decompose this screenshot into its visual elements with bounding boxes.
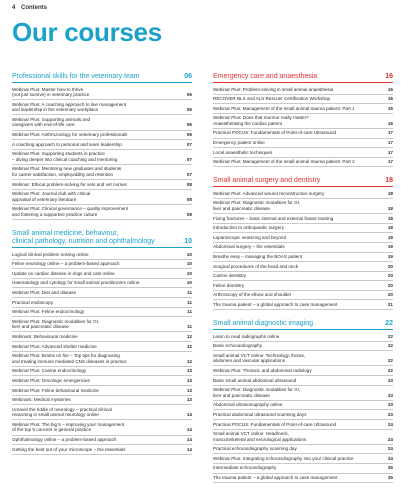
course-page-number: 06 [186,132,192,138]
course-page-number: 11 [187,289,192,295]
course-row[interactable] [213,129,393,139]
course-title: Webinar Plus: Management of the small animal trauma patient: Part 1 [213,105,355,111]
course-row[interactable] [12,165,192,180]
course-row[interactable] [213,189,393,199]
course-row[interactable] [213,224,393,234]
course-title: Webinar Plus: Feline endocrinology [12,309,85,315]
course-row[interactable] [213,410,393,420]
course-title: Emergency patient online [213,140,265,146]
section-title: Small animal diagnostic imaging [213,320,313,328]
course-section [213,73,393,167]
course-row[interactable] [12,352,192,367]
course-row[interactable] [213,253,393,263]
course-title: Fixing fractures – basic internal and external fixator training [213,215,334,221]
course-row[interactable] [213,158,393,168]
course-page-number: 24 [387,455,393,461]
course-title: Webinar Plus: Brains on fire – Top tips for diagnosing and treating immune mediated CNS diseases in practice [12,353,127,364]
course-row[interactable] [12,288,192,298]
course-title: Abdominal surgery – the essentials [213,244,285,250]
course-page-number: 06 [186,122,192,128]
course-title: Webinar Plus: Thoracic and abdominal radiology [213,367,312,373]
course-page-number: 24 [387,436,393,442]
course-title: Webinar Plus: Diagnostic modalities for GI, liver and pancreatic disease [12,318,100,330]
course-title: Introduction to orthopaedic surgery [213,225,284,231]
course-page-number: 20 [387,292,393,298]
course-page-number: 08 [186,212,192,217]
course-page-number: 06 [186,92,192,98]
course-page-number: 13 [186,377,192,383]
course-page-number: 16 [387,86,393,92]
course-title: Getting the best out of your microscope – the essentials [12,446,126,452]
course-title: Logical clinical problem solving online [12,251,89,257]
course-row[interactable] [213,139,393,149]
course-title: Practical endoscopy [12,299,54,305]
course-title: The trauma patient – a global approach to case management [213,475,338,481]
course-section [12,230,192,455]
course-page-number: 24 [387,446,393,452]
course-row[interactable] [12,317,192,332]
section-heading [213,177,393,187]
course-title: Laparoscopic neutering and beyond [213,234,287,240]
course-page-number: 22 [387,333,393,339]
course-page-number: 18 [387,190,393,196]
course-page-number: 13 [186,397,192,403]
course-row[interactable] [12,260,192,270]
course-title: Webinar Plus: Integrating echocardiography into your clinical practice [213,455,354,461]
course-page-number: 23 [387,411,393,417]
course-row[interactable] [213,272,393,282]
course-title: Small animal VCT online: Head/neck, musculoskeletal and neurological applications [213,431,307,442]
course-title: Intermediate echocardiography [213,465,277,471]
course-page-number: 11 [187,309,192,315]
course-page-number: 14 [186,412,192,418]
course-row[interactable] [213,474,393,484]
course-title: Basic echocardiography [213,343,263,349]
course-title: Surgical procedures of the head and neck [213,263,299,269]
course-title: A coaching approach to personal and team leadership [12,141,122,147]
course-row[interactable] [213,464,393,474]
course-page-number: 10 [186,261,192,267]
course-row[interactable] [12,298,192,308]
course-section [213,320,393,483]
course-title: Webinar Plus: Management of the small animal trauma patient: Part 2 [213,159,355,165]
course-row[interactable] [12,279,192,289]
course-page-number: 07 [186,141,192,147]
course-page-number: 08 [186,196,192,202]
course-page-number: 18 [387,215,393,221]
course-page-number: 17 [387,130,393,136]
course-row[interactable] [213,95,393,105]
course-title: Unravel the riddle of neurology – practical clinical reasoning in small animal neurology online [12,406,112,418]
course-row[interactable] [213,420,393,430]
page-title: Our courses [12,17,162,47]
course-page-number: 13 [186,387,192,393]
course-row[interactable] [213,376,393,386]
course-title: Webinar Plus: The big 5 – improving your management of the top 5 cancers in general practice [12,421,125,433]
course-title: Webinar Plus: Supporting animals and caregivers with end-of-life care [12,116,91,128]
course-page-number: 19 [387,254,393,259]
course-title: Small animal VCT online: Technology, thorax, abdomen and vascular applications [213,352,306,364]
course-page-number: 10 [186,280,192,286]
course-title: Webinar Plus: Anthrozoology for veterinary professionals [12,132,128,138]
course-page-number: 19 [387,244,393,250]
course-section [213,177,393,310]
section-title: Emergency care and anaesthesia [213,73,318,80]
course-page-number: 20 [387,282,393,288]
course-title: Webinar Plus: Journal club with critical appraisal of veterinary literature [12,191,91,202]
course-page-number: 17 [387,159,393,165]
section-page-number: 06 [184,73,192,80]
section-page-number: 10 [184,238,192,246]
page-header [12,5,47,11]
course-page-number: 25 [387,475,393,481]
course-row[interactable] [213,104,393,114]
course-page-number: 13 [186,368,192,374]
course-row[interactable] [213,332,393,342]
course-page-number: 12 [186,358,192,364]
course-title: Webinar Plus: Clinical governance – quality improvement and fostering a supportive practice culture [12,206,129,217]
course-title: Update on cardiac disease in dogs and cats online [12,270,115,276]
course-row[interactable] [213,281,393,291]
course-page-number: 23 [387,402,393,408]
course-title: Basic small animal abdominal ultrasound [213,377,297,383]
course-title: Webinar: Ethical problem-solving for vets and vet nurses [12,181,127,187]
course-title: Webinar Plus: Does that murmur really matter? Anaesthetising the cardiac patient [213,115,309,126]
section-heading [12,230,192,248]
course-row[interactable] [12,308,192,318]
course-row[interactable] [213,366,393,376]
course-row[interactable] [12,342,192,352]
header-section-label: Contents [21,5,48,11]
course-title: Webinar Plus: Feline behavioural medicine [12,387,99,393]
course-row[interactable] [213,300,393,310]
course-page-number: 17 [387,140,393,146]
course-page-number: 23 [387,377,393,383]
course-title: Webinar Plus: Diagnostic modalities for GI, liver and pancreatic disease [213,200,301,212]
course-page-number: 12 [186,343,192,349]
course-title: Practical POCUS: Fundamentals of Point-of-care Ultrasound [213,130,337,136]
course-page-number: 17 [387,149,393,155]
course-page-number: 14 [186,427,192,433]
section-page-number: 16 [385,73,393,80]
course-title: Local anaesthetic techniques [213,149,273,155]
course-page-number: 08 [186,181,192,187]
course-page-number: 23 [387,392,393,398]
course-page-number: 19 [387,234,393,240]
course-title: Breathe easy – managing the BOAS patient [213,254,303,259]
course-title: Practical POCUS: Fundamentals of Point-of-care Ultrasound [213,421,337,427]
course-title: Webinar Plus: Mentoring new graduates and students for career satisfaction, employability and retention [12,166,122,178]
course-page-number: 07 [186,172,192,178]
course-title: Webinar Plus: A coaching approach to line management and leadership in the veterinary workplace [12,101,127,113]
course-row[interactable] [12,140,192,150]
course-page-number: 18 [387,206,393,212]
course-page-number: 12 [186,333,192,339]
course-title: Abdominal ultrasonography online [213,402,283,408]
section-title: Small animal surgery and dentistry [213,177,321,185]
course-title: Webinar Plus: Problem-solving in small animal anaesthesia [213,86,334,92]
course-row[interactable] [12,131,192,141]
course-title: Webinar Plus: Oncologic emergencies [12,377,90,383]
course-page-number: 22 [387,367,393,373]
course-row[interactable] [213,199,393,214]
course-row[interactable] [12,420,192,435]
course-title: Feline dentistry [213,282,245,288]
course-page-number: 10 [186,270,192,276]
course-page-number: 24 [387,421,393,427]
course-page-number: 07 [186,156,192,162]
course-page-number: 22 [387,358,393,364]
course-row[interactable] [213,386,393,401]
course-row[interactable] [12,386,192,396]
course-title: Learn to read radiographs online [213,333,280,339]
course-title: RECOVER BLS and ALS Rescuer Certification Workshop [213,96,331,102]
course-row[interactable] [12,100,192,115]
course-title: Practical echocardiography scanning day [213,446,297,452]
course-page-number: 25 [387,465,393,471]
course-title: Haematology and cytology for small animal practitioners online [12,280,140,286]
course-row[interactable] [12,150,192,165]
course-row[interactable] [213,148,393,158]
course-page-number: 18 [387,225,393,231]
course-title: Practical abdominal ultrasound scanning days [213,411,307,417]
section-heading [213,320,393,330]
course-row[interactable] [12,436,192,446]
right-column [213,73,393,487]
course-title: Webinar Plus: Advanced shelter medicine [12,343,97,349]
section-heading [12,73,192,83]
course-title: Feline neurology online – a problem-based approach [12,261,120,267]
course-row[interactable] [12,250,192,260]
course-row[interactable] [12,115,192,130]
course-page-number: 06 [186,107,192,113]
course-row[interactable] [213,291,393,301]
section-page-number: 18 [385,177,393,185]
course-title: Arthroscopy of the elbow and shoulder [213,292,292,298]
course-row[interactable] [213,454,393,464]
section-title: Small animal medicine, behaviour, clinical pathology, nutrition and ophthalmology [12,230,155,246]
course-row[interactable] [213,262,393,272]
course-row[interactable] [12,396,192,406]
course-page-number: 16 [387,120,393,126]
left-column [12,73,192,459]
section-heading [213,73,393,83]
course-row[interactable] [12,332,192,342]
course-title: Webinar Plus: Diet and disease [12,289,77,295]
course-title: Webinar Plus: Supporting students in practice – diving deeper into clinical coaching and mentoring [12,151,118,162]
course-row[interactable] [12,367,192,377]
course-row[interactable] [12,205,192,220]
course-row[interactable] [213,243,393,253]
section-title: Professional skills for the veterinary team [12,73,140,80]
course-title: Webinar Plus: Advanced wound reconstructive surgery [213,190,325,196]
course-row[interactable] [213,351,393,366]
course-page-number: 20 [387,263,393,269]
course-title: Webinar Plus: Master how to thrive (not just survive) in veterinary practice [12,86,90,98]
course-row[interactable] [213,401,393,411]
course-title: Canine dentistry [213,273,247,279]
section-page-number: 22 [385,320,393,328]
course-row[interactable] [12,405,192,420]
course-row[interactable] [12,180,192,190]
course-row[interactable] [213,114,393,129]
course-row[interactable] [12,269,192,279]
course-page-number: 20 [387,273,393,279]
course-row[interactable] [213,214,393,224]
course-title: Webinars: Behavioural medicine [12,333,78,339]
course-page-number: 16 [387,96,393,102]
course-row[interactable] [12,445,192,455]
course-row[interactable] [213,430,393,445]
course-page-number: 16 [387,105,393,111]
course-title: Webinars: Medical mysteries [12,397,71,403]
course-row[interactable] [213,342,393,352]
course-section [12,73,192,220]
course-row[interactable] [213,445,393,455]
course-row[interactable] [12,85,192,100]
course-page-number: 10 [186,251,192,257]
course-page-number: 11 [187,324,192,330]
course-row[interactable] [12,376,192,386]
course-row[interactable] [12,190,192,205]
course-page-number: 14 [186,437,192,443]
course-page-number: 14 [186,446,192,452]
course-title: Webinar Plus: Canine endocrinology [12,368,87,374]
course-page-number: 11 [187,299,192,305]
course-row[interactable] [213,233,393,243]
course-page-number: 21 [387,301,393,307]
course-page-number: 22 [387,343,393,349]
course-row[interactable] [213,85,393,95]
page-number: 4 [12,5,16,11]
course-title: Webinar Plus: Diagnostic modalities for GI, liver and pancreatic disease [213,387,301,398]
course-title: Ophthalmology online – a problem-based approach [12,437,117,443]
course-title: The trauma patient – a global approach to case management [213,301,338,307]
